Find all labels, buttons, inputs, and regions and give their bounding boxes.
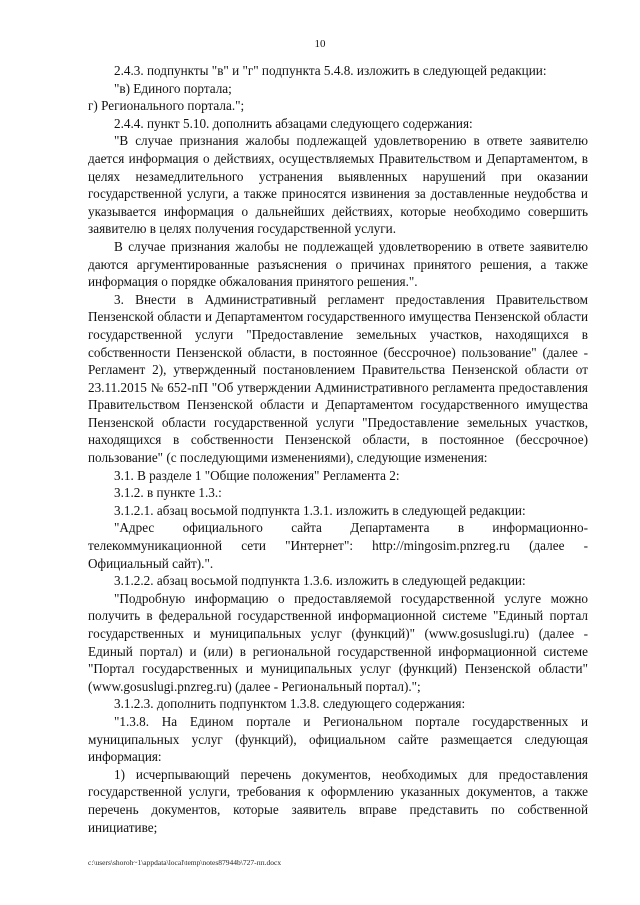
paragraph: "1.3.8. На Едином портале и Региональном портале государственных и муниципальных услуг (функций), официальном сайте размещается следующая информация: bbox=[88, 713, 588, 765]
paragraph: 3.1.2.1. абзац восьмой подпункта 1.3.1. изложить в следующей редакции: bbox=[114, 502, 526, 518]
paragraph: "В случае признания жалобы подлежащей удовлетворению в ответе заявителю дается информация о действиях, осуществляемых Правительством и Департаментом, в целях незамедлительного устранения выявленных нарушений при оказании государственной услуги, а также приносятся извинения за доставленные неудобства и указывается информация о дальнейших действиях, которые необходимо совершить заявителю в целях получения государственной услуги. bbox=[88, 133, 588, 237]
paragraph: 3. Внести в Административный регламент предоставления Правительством Пензенской области и Департаментом государственного имущества Пензенской области государственной услуги "Предоставление земельных участков, находящихся в собственности Пензенской области, в постоянное (бессрочное) пользование" (далее - Регламент 2), утвержденный постановлением Правительства Пензенской области от 23.11.2015 № 652-пП "Об утверждении Административного регламента предоставления Правительством Пензенской области и Департаментом государственного имущества Пензенской области государственной услуги "Предоставление земельных участков, находящихся в собственности Пензенской области, в постоянное (бессрочное) пользование" (с последующими изменениями), следующие изменения: bbox=[88, 291, 588, 466]
page-number: 10 bbox=[314, 38, 326, 50]
paragraph: 1) исчерпывающий перечень документов, необходимых для предоставления государственной услуги, требования к оформлению указанных документов, а также перечень документов, которые заявитель вправе представить по собственной инициативе; bbox=[88, 766, 588, 835]
paragraph: 2.4.4. пункт 5.10. дополнить абзацами следующего содержания: bbox=[114, 115, 473, 131]
paragraph: "в) Единого портала; bbox=[114, 80, 232, 96]
file-path-footer: c:\users\shoroh~1\appdata\local\temp\notes87944b\727-пп.docx bbox=[88, 858, 282, 867]
paragraph: 3.1.2. в пункте 1.3.: bbox=[114, 485, 222, 501]
paragraph: В случае признания жалобы не подлежащей удовлетворению в ответе заявителю даются аргументированные разъяснения о причинах принятого решения, а также информация о порядке обжалования принятого решения.". bbox=[88, 238, 588, 290]
paragraph: 3.1. В разделе 1 "Общие положения" Регламента 2: bbox=[114, 467, 400, 483]
paragraph: "Адрес официального сайта Департамента в информационно-телекоммуникационной сети "Интернет": http://mingosim.pnzreg.ru (далее - Официальный сайт).". bbox=[88, 520, 588, 571]
document-body bbox=[88, 62, 588, 836]
paragraph: 2.4.3. подпункты "в" и "г" подпункта 5.4.8. изложить в следующей редакции: bbox=[114, 63, 547, 78]
paragraph: г) Регионального портала."; bbox=[88, 98, 245, 114]
paragraph: 3.1.2.2. абзац восьмой подпункта 1.3.6. изложить в следующей редакции: bbox=[114, 573, 526, 589]
paragraph: 3.1.2.3. дополнить подпунктом 1.3.8. следующего содержания: bbox=[114, 696, 466, 712]
paragraph: "Подробную информацию о предоставляемой государственной услуге можно получить в федеральной государственной информационной системе "Единый портал государственных и муниципальных услуг (функций)" (www.gosuslugi.ru) (далее - Единый портал) и (или) в региональной государственной информационной системе "Портал государственных и муниципальных услуг (функций) Пензенской области" (www.gosuslugi.pnzreg.ru) (далее - Региональный портал)."; bbox=[88, 590, 588, 694]
